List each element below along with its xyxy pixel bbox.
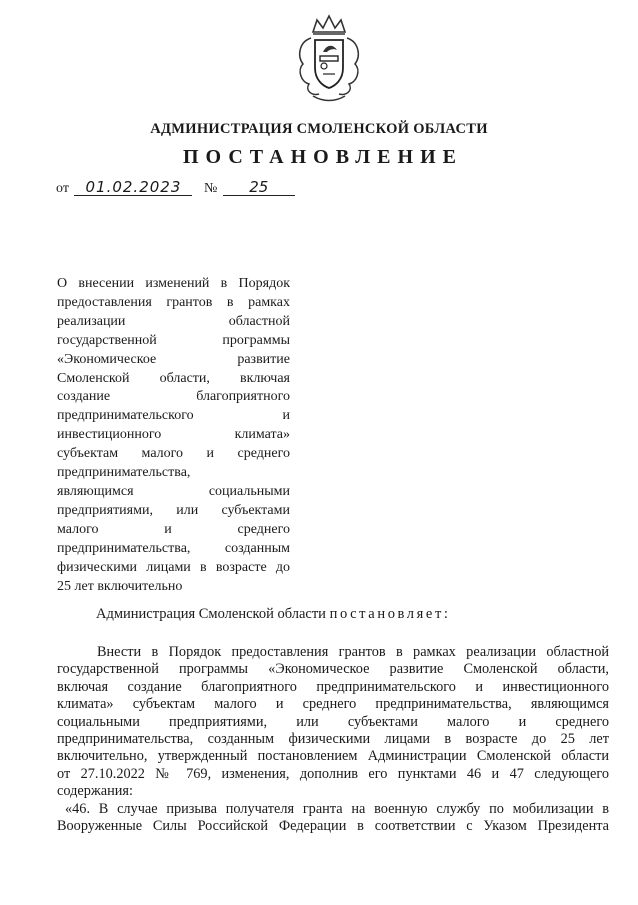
subject-line: физическими лицами в возрасте до (57, 559, 290, 575)
body-line: включительно, утвержденный постановлением Администрации Смоленской области (57, 748, 609, 765)
body-line: Вооруженные Силы Российской Федерации в соответствии с Указом Президента (57, 818, 609, 835)
subject-line: «Экономическое развитие (57, 351, 290, 367)
number-prefix: № (203, 181, 218, 196)
subject-line: предпринимательства, (57, 465, 191, 481)
body-line: от 27.10.2022 № 769, изменения, дополнив его пунктами 46 и 47 следующего (57, 765, 609, 782)
body-line: климата» субъектам малого и среднего предпринимательства, являющимся (57, 696, 609, 713)
subject-line: реализации областной (57, 313, 290, 329)
body-line: «46. В случае призыва получателя гранта на военную службу по мобилизации в (65, 800, 609, 817)
subject-line: создание благоприятного (57, 389, 290, 405)
date-value: 01.02.2023 (74, 179, 192, 196)
subject-line: предоставления грантов в рамках (57, 294, 290, 310)
subject-line: предпринимательского и (57, 408, 290, 424)
document-body (57, 644, 609, 835)
subject-line: предприятиями, или субъектами (57, 502, 290, 518)
organization-title: АДМИНИСТРАЦИЯ СМОЛЕНСКОЙ ОБЛАСТИ (150, 121, 488, 137)
preamble (96, 606, 451, 623)
preamble-decree-word: постановляет: (329, 606, 451, 622)
subject-line: государственной программы (57, 332, 290, 348)
body-paragraph (57, 801, 609, 836)
subject-line: инвестиционного климата» (57, 427, 290, 443)
subject-line: предпринимательства, созданным (57, 540, 290, 556)
subject-line: субъектам малого и среднего (57, 446, 290, 462)
subject-line: Смоленской области, включая (57, 370, 290, 386)
date-number-line (56, 179, 295, 197)
subject-line: 25 лет включительно (57, 578, 183, 594)
subject-line: являющимся социальными (57, 483, 290, 499)
document-subject (57, 275, 290, 596)
body-line: государственной программы «Экономическое развитие Смоленской области, (57, 661, 609, 678)
body-paragraph (57, 644, 609, 801)
body-line: социальными предприятиями, или субъектами малого и среднего (57, 713, 609, 730)
number-value: 25 (223, 179, 295, 196)
body-line: Внести в Порядок предоставления грантов в рамках реализации областной (97, 644, 609, 660)
subject-line: малого и среднего (57, 521, 290, 537)
subject-line: О внесении изменений в Порядок (57, 276, 290, 291)
body-line: предпринимательства, созданным физическими лицами в возрасте до 25 лет (57, 731, 609, 748)
body-line: включая создание благоприятного предпринимательского и инвестиционного (57, 678, 609, 695)
body-line: содержания: (57, 783, 133, 800)
coat-of-arms-emblem (293, 12, 365, 104)
preamble-text: Администрация Смоленской области (96, 606, 326, 622)
document-type-title: ПОСТАНОВЛЕНИЕ (183, 146, 463, 168)
date-prefix: от (56, 181, 69, 196)
